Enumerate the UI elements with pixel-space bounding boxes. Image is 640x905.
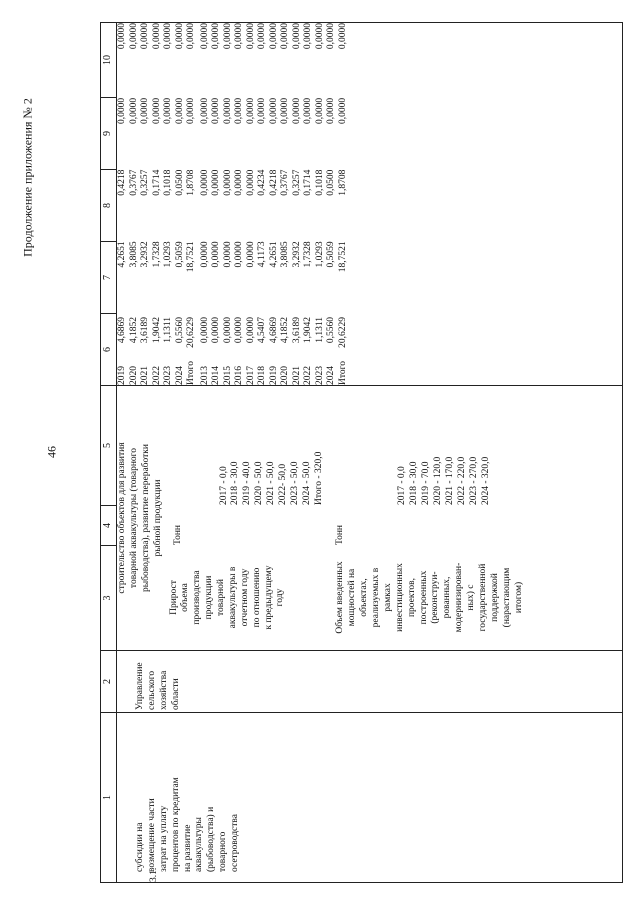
year-label: 2016 (234, 366, 244, 385)
col-header-5: 5 (101, 386, 117, 506)
value-col7: 1,7328 (303, 241, 313, 268)
value-col8: 0,1714 (303, 169, 313, 196)
value-col9: 0,0000 (199, 97, 210, 124)
value-col6: 0,5560 (174, 317, 185, 344)
col-header-7: 7 (101, 242, 117, 314)
value-col9: 0,0000 (174, 97, 185, 124)
value-col10: 0,0000 (163, 23, 173, 50)
year-label: 2024 (326, 366, 336, 385)
value-col10: 0,0000 (199, 23, 210, 50)
value-col8: 0,3257 (291, 169, 302, 196)
year-label: 2013 (199, 366, 210, 385)
value-col9: 0,0000 (337, 97, 348, 124)
value-col9: 0,0000 (268, 97, 279, 124)
year-label: 2015 (222, 366, 233, 385)
indicator-2 (335, 386, 525, 650)
value-col8: 0,4218 (117, 169, 127, 196)
value-col9: 0,0000 (314, 97, 325, 124)
value-col8: 0,3257 (140, 169, 150, 196)
value-col10: 0,0000 (151, 23, 162, 50)
value-col6: 20,6229 (337, 317, 348, 348)
executor-name: Управление сельского хозяйства области (135, 662, 181, 710)
value-col9: 0,0000 (117, 97, 127, 124)
value-col8: 1,8708 (186, 169, 196, 196)
year-label-list (117, 357, 198, 385)
value-col10: 0,0000 (117, 23, 127, 50)
indicator-2-targets: 2017 - 0,0 2018 - 30,0 2019 - 70,0 2020 - 120,0 2021 - 170,0 2022 - 220,0 2023 - 270,0 2024 - 320,0 (397, 456, 491, 505)
value-col9: 0,0000 (280, 97, 290, 124)
col-header-3: 3 (101, 546, 117, 651)
value-col10: 0,0000 (128, 23, 139, 50)
value-col6-list (117, 317, 198, 357)
year-label: 2019 (117, 366, 127, 385)
value-col7: 0,5059 (326, 241, 336, 268)
value-col7: 0,5059 (174, 241, 185, 268)
measure-description: строительство объектов для развития товарной аквакультуры (товарного рыбоводства), развитие переработки рыбной продукции (117, 442, 163, 594)
indicator-1-unit: Тонн (172, 524, 183, 545)
measure-name: субсидии на возмещение части затрат на уплату процентов по кредитам на развитие аквакультуры (рыбоводства) и товарного осетроводства (135, 777, 240, 872)
year-label: 2022 (151, 366, 162, 385)
value-col8: 0,3767 (128, 169, 139, 196)
value-col10: 0,0000 (211, 23, 221, 50)
program-table (100, 22, 623, 883)
value-col9: 0,0000 (222, 97, 233, 124)
value-col7: 3,2932 (291, 241, 302, 268)
value-col8: 0,0000 (211, 169, 221, 196)
value-col8: 0,1018 (163, 169, 173, 196)
value-col10: 0,0000 (245, 23, 256, 50)
value-col7: 4,1173 (257, 241, 267, 268)
value-col10: 0,0000 (337, 23, 348, 50)
value-col10: 0,0000 (303, 23, 313, 50)
value-col10: 0,0000 (186, 23, 196, 50)
value-col6: 0,0000 (234, 317, 244, 344)
value-col9: 0,0000 (234, 97, 244, 124)
value-col10: 0,0000 (268, 23, 279, 50)
year-label: 2021 (140, 366, 150, 385)
value-col7: 1,7328 (151, 241, 162, 268)
value-col10: 0,0000 (280, 23, 290, 50)
value-col6: 0,0000 (211, 317, 221, 344)
value-col9: 0,0000 (163, 97, 173, 124)
value-col8: 0,0000 (245, 169, 256, 196)
col-header-1: 1 (101, 713, 117, 883)
value-col8: 1,8708 (337, 169, 348, 196)
value-col6: 0,0000 (222, 317, 233, 344)
value-col7: 4,2651 (268, 241, 279, 268)
table-body-row (117, 23, 623, 883)
value-col8: 0,0500 (174, 169, 185, 196)
value-col6: 20,6229 (186, 317, 196, 348)
col-header-4: 4 (101, 506, 117, 546)
column-number-row (101, 23, 117, 883)
value-col10: 0,0000 (174, 23, 185, 50)
row-number: 3.1. (149, 867, 159, 882)
value-col10: 0,0000 (314, 23, 325, 50)
value-col7: 0,0000 (222, 241, 233, 268)
year-label: 2023 (163, 366, 173, 385)
indicator-1-name: Прирост объема производства продукции товарной аквакультуры в отчетном году по отношению к предыдущему году (168, 565, 286, 630)
funding-block-1 (117, 23, 198, 385)
value-col6: 0,0000 (245, 317, 256, 344)
year-label: 2019 (268, 366, 279, 385)
year-label: 2024 (174, 366, 185, 385)
funding-col-6 (117, 313, 198, 385)
value-col7: 18,7521 (186, 241, 196, 273)
value-col10: 0,0000 (257, 23, 267, 50)
value-col7-list (117, 241, 198, 313)
funding-cell (117, 23, 623, 386)
year-label-list (200, 357, 350, 385)
value-col6: 1,9042 (151, 317, 162, 344)
col-header-9: 9 (101, 98, 117, 170)
col-header-8: 8 (101, 170, 117, 242)
value-col7: 0,0000 (211, 241, 221, 268)
value-col6: 4,1852 (128, 317, 139, 344)
value-col10: 0,0000 (291, 23, 302, 50)
value-col9-list (117, 98, 198, 170)
value-col9: 0,0000 (291, 97, 302, 124)
indicator-1-targets: 2017 - 0,0 2018 - 30,0 2019 - 40,0 2020 - 50,0 2021 - 50,0 2022- 50,0 2023 - 50,0 2024 - 50,0 Итого - 320,0 (218, 451, 324, 505)
value-col6: 0,0000 (199, 317, 210, 344)
value-col6: 3,6189 (291, 317, 302, 344)
value-col9: 0,0000 (128, 97, 139, 124)
year-label: 2021 (291, 366, 302, 385)
value-col8: 0,3767 (280, 169, 290, 196)
year-label: 2023 (314, 366, 325, 385)
value-col7: 18,7521 (337, 241, 348, 273)
value-col7: 1,0293 (314, 241, 325, 268)
indicator-1 (169, 386, 326, 650)
value-col8: 0,4218 (268, 169, 279, 196)
value-col8: 0,0000 (234, 169, 244, 196)
year-label: 2014 (211, 366, 221, 385)
value-col7: 4,2651 (117, 241, 127, 268)
year-label: 2020 (280, 366, 290, 385)
value-col8-list (117, 170, 198, 242)
value-col9: 0,0000 (326, 97, 336, 124)
appendix-note: Продолжение приложения № 2 (20, 98, 35, 257)
value-col9: 0,0000 (245, 97, 256, 124)
value-col8: 0,0000 (199, 169, 210, 196)
measure-cell (117, 713, 623, 883)
value-col8: 0,1714 (151, 169, 162, 196)
value-col6: 4,5407 (257, 317, 267, 344)
value-col8: 0,0000 (222, 169, 233, 196)
year-label: 2020 (128, 366, 139, 385)
year-label: Итого (186, 360, 196, 385)
value-col6: 1,1311 (314, 317, 325, 343)
value-col9-list (200, 98, 350, 170)
value-col8-list (200, 170, 350, 242)
page-number: 46 (44, 446, 59, 458)
year-label: 2017 (245, 366, 256, 385)
value-col6: 4,6869 (268, 317, 279, 344)
value-col6: 4,6869 (117, 317, 127, 344)
value-col9: 0,0000 (151, 97, 162, 124)
value-col10: 0,0000 (234, 23, 244, 50)
value-col8: 0,1018 (314, 169, 325, 196)
value-col6: 1,1311 (163, 317, 173, 343)
value-col7: 3,2932 (140, 241, 150, 268)
value-col7: 1,0293 (163, 241, 173, 268)
value-col9: 0,0000 (140, 97, 150, 124)
value-col9: 0,0000 (303, 97, 313, 124)
indicators-cell (117, 386, 623, 651)
year-label: Итого (337, 360, 348, 385)
value-col9: 0,0000 (211, 97, 221, 124)
indicator-2-unit: Тонн (335, 524, 346, 545)
value-col9: 0,0000 (257, 97, 267, 124)
col-header-2: 2 (101, 651, 117, 713)
value-col7-list (200, 241, 350, 313)
value-col9: 0,0000 (186, 97, 196, 124)
value-col7: 0,0000 (245, 241, 256, 268)
year-label: 2022 (303, 366, 313, 385)
value-col10-list (117, 23, 198, 98)
value-col8: 0,0500 (326, 169, 336, 196)
col-header-6: 6 (101, 314, 117, 386)
value-col7: 0,0000 (234, 241, 244, 268)
value-col10-list (200, 23, 350, 98)
funding-2-col-6 (200, 313, 350, 385)
indicator-2-name: Объем введенных мощностей на объектах, реализуемых в рамках инвестиционных проектов, построенных (реконструи- рованных, модернизирован- ных) с государственной поддержкой (нарастающим итогом) (335, 561, 524, 634)
value-col6: 3,6189 (140, 317, 150, 344)
value-col6-list (200, 317, 350, 357)
executor-cell (117, 651, 623, 713)
value-col7: 3,8085 (128, 241, 139, 268)
value-col6: 1,9042 (303, 317, 313, 344)
value-col10: 0,0000 (222, 23, 233, 50)
value-col6: 0,5560 (326, 317, 336, 344)
value-col7: 3,8085 (280, 241, 290, 268)
value-col6: 4,1852 (280, 317, 290, 344)
funding-block-2 (200, 23, 350, 385)
value-col8: 0,4234 (257, 169, 267, 196)
value-col7: 0,0000 (199, 241, 210, 268)
value-col10: 0,0000 (140, 23, 150, 50)
value-col10: 0,0000 (326, 23, 336, 50)
year-label: 2018 (257, 366, 267, 385)
col-header-10: 10 (101, 23, 117, 98)
